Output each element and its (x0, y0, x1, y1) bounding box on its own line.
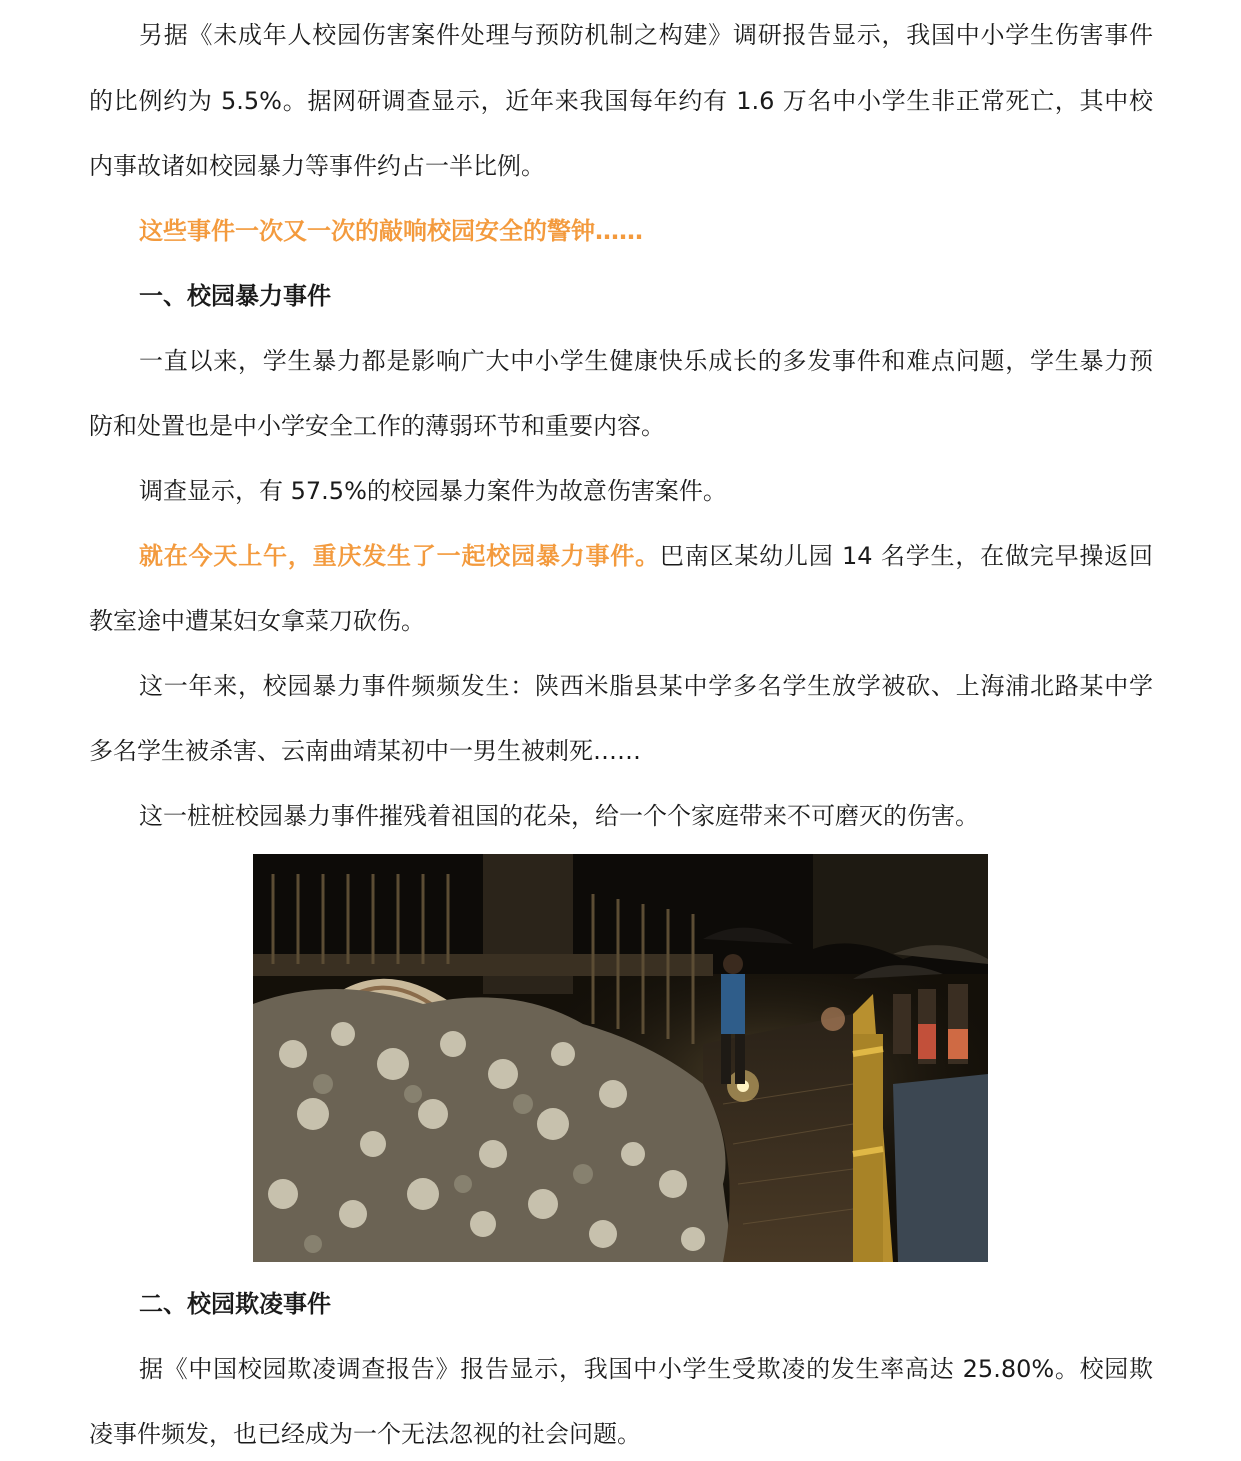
paragraph-line: 这一桩桩校园暴力事件摧残着祖国的花朵，给一个个家庭带来不可磨灭的伤害。 (139, 802, 979, 830)
paragraph-line: 多名学生被杀害、云南曲靖某初中一男生被刺死…… (89, 737, 641, 765)
paragraph-line: 教室途中遭某妇女拿菜刀砍伤。 (89, 607, 425, 635)
paragraph-line: 凌事件频发，也已经成为一个无法忽视的社会问题。 (89, 1420, 641, 1448)
paragraph-line: 据《中国校园欺凌调查报告》报告显示，我国中小学生受欺凌的发生率高达 25.80%。校园欺 (139, 1355, 1153, 1383)
highlight-news: 就在今天上午，重庆发生了一起校园暴力事件。 (139, 542, 660, 570)
news-text: 巴南区某幼儿园 14 名学生，在做完早操返回 (659, 542, 1153, 570)
paragraph-line: 内事故诸如校园暴力等事件约占一半比例。 (89, 152, 545, 180)
paragraph-line: 的比例约为 5.5%。据网研调查显示，近年来我国每年约有 1.6 万名中小学生非正常死亡，其中校 (89, 87, 1153, 115)
paragraph-line: 调查显示，有 57.5%的校园暴力案件为故意伤害案件。 (139, 477, 727, 505)
section-heading-2: 二、校园欺凌事件 (139, 1290, 331, 1318)
paragraph-line (139, 539, 1153, 573)
highlight-alarm: 这些事件一次又一次的敲响校园安全的警钟…… (139, 217, 643, 245)
paragraph-line: 防和处置也是中小学安全工作的薄弱环节和重要内容。 (89, 412, 665, 440)
paragraph-line: 一直以来，学生暴力都是影响广大中小学生健康快乐成长的多发事件和难点问题，学生暴力预 (139, 347, 1153, 375)
section-heading-1: 一、校园暴力事件 (139, 282, 331, 310)
paragraph-line: 这一年来，校园暴力事件频频发生：陕西米脂县某中学多名学生放学被砍、上海浦北路某中学 (139, 672, 1153, 700)
paragraph-line: 另据《未成年人校园伤害案件处理与预防机制之构建》调研报告显示，我国中小学生伤害事件 (139, 21, 1153, 49)
memorial-photo (253, 854, 988, 1262)
